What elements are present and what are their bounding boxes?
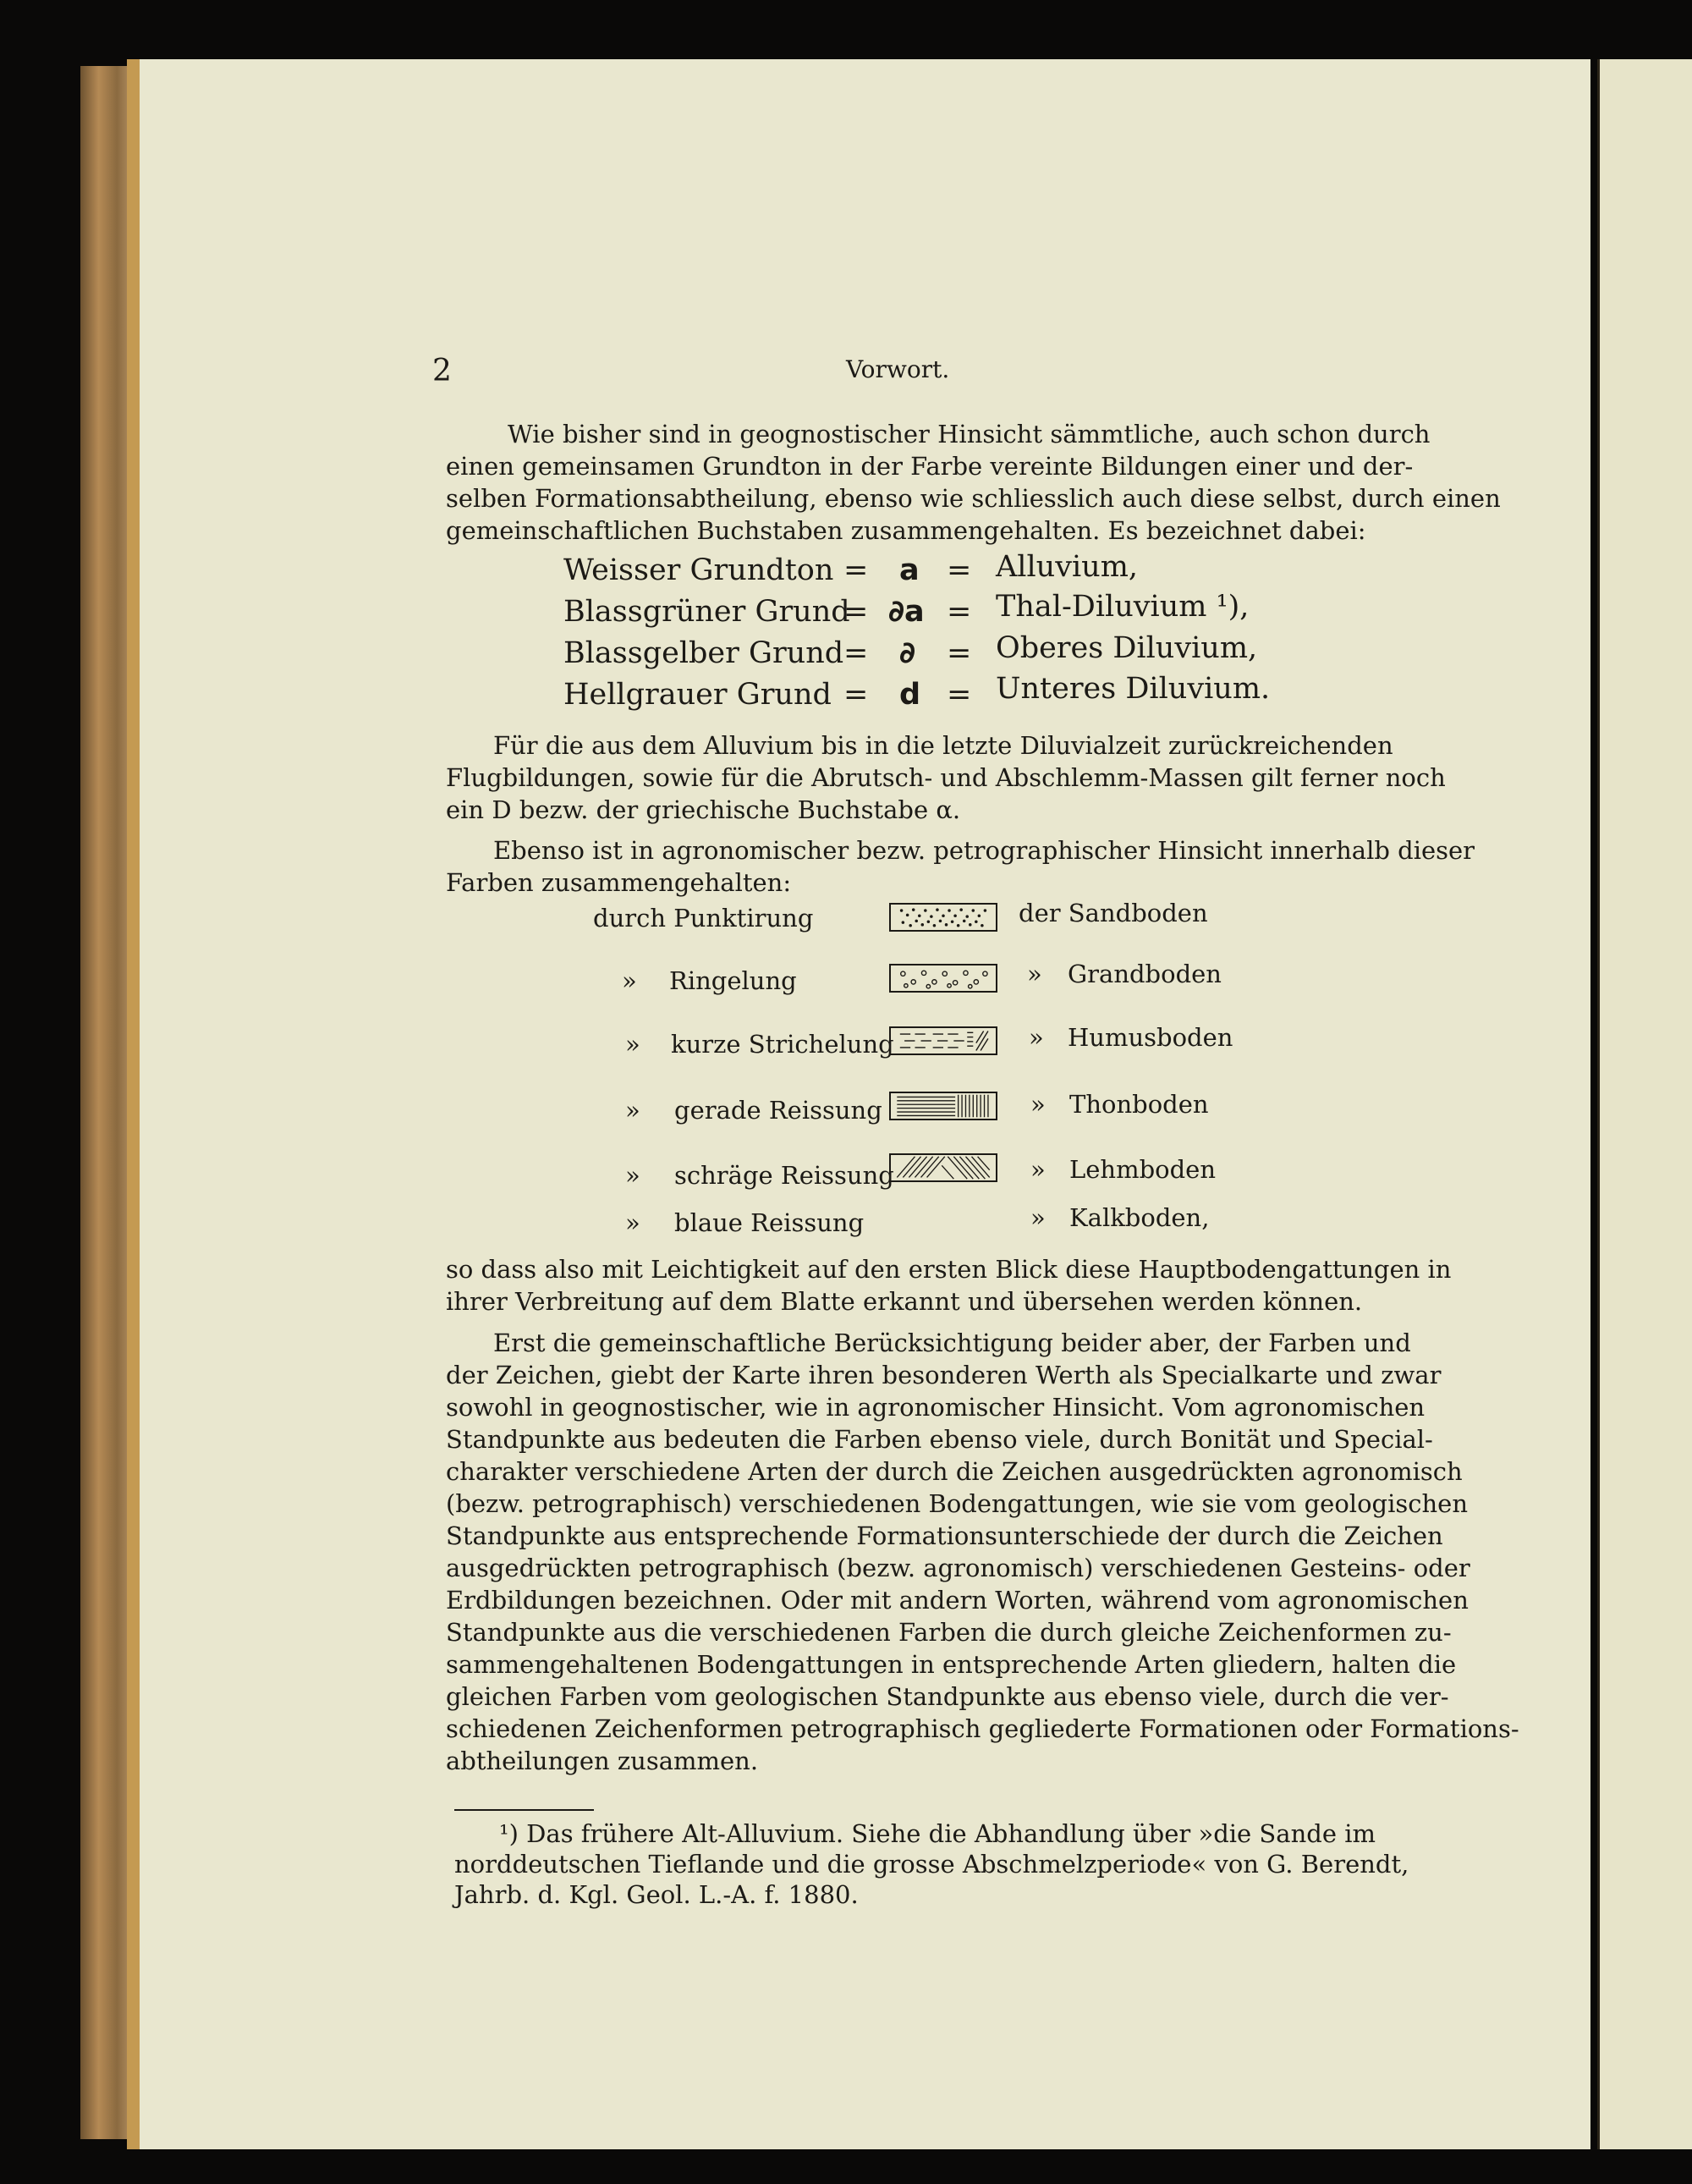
- legend-ditto-mark: »: [1030, 1203, 1046, 1232]
- page-header-title: Vorwort.: [846, 355, 950, 383]
- legend-ditto-mark: »: [622, 966, 637, 995]
- ground-name: Weisser Grundton: [563, 553, 834, 587]
- legend-ditto-mark: »: [1030, 1155, 1046, 1184]
- para5-line: charakter verschiedene Arten der durch die Zeichen ausgedrückten agronomisch: [446, 1457, 1463, 1486]
- para2-line: Für die aus dem Alluvium bis in die letzte Diluvialzeit zurückreichenden: [493, 731, 1393, 760]
- para5-line: sammengehaltenen Bodengattungen in entsprechende Arten gliedern, halten die: [446, 1650, 1457, 1679]
- equals-sign: =: [947, 553, 972, 587]
- equals-sign: =: [947, 595, 972, 629]
- legend-method: Ringelung: [669, 966, 797, 995]
- para5-line: Erst die gemeinschaftliche Berücksichtigung beider aber, der Farben und: [493, 1329, 1411, 1357]
- legend-soil: Thonboden: [1069, 1090, 1209, 1119]
- legend-ditto-mark: »: [1030, 1090, 1046, 1119]
- para2-line: ein D bezw. der griechische Buchstabe α.: [446, 795, 961, 824]
- footnote-rule: [454, 1809, 594, 1811]
- para5-line: (bezw. petrographisch) verschiedenen Bodengattungen, wie sie vom geologischen: [446, 1489, 1469, 1518]
- ground-name: Hellgrauer Grund: [563, 678, 832, 712]
- legend-soil: Kalkboden,: [1069, 1203, 1210, 1232]
- formation-name: Unteres Diluvium.: [996, 672, 1271, 706]
- para5-line: sowohl in geognostischer, wie in agronomischer Hinsicht. Vom agronomischen: [446, 1393, 1426, 1422]
- ground-name: Blassgrüner Grund: [563, 595, 850, 629]
- para5-line: gleichen Farben vom geologischen Standpunkte aus ebenso viele, durch die ver-: [446, 1682, 1449, 1711]
- para5-line: schiedenen Zeichenformen petrographisch gegliederte Formationen oder Formations-: [446, 1714, 1519, 1743]
- humus-pattern-swatch: [889, 1026, 997, 1055]
- facing-page: [1597, 59, 1692, 2149]
- para5-line: ausgedrückten petrographisch (bezw. agronomisch) verschiedenen Gesteins- oder: [446, 1554, 1470, 1582]
- footnote-line: norddeutschen Tieflande und die grosse Abschmelzperiode« von G. Berendt,: [454, 1850, 1409, 1879]
- formation-name: Oberes Diluvium,: [996, 631, 1258, 665]
- page-number: 2: [432, 354, 452, 388]
- footnote-line: ¹) Das frühere Alt-Alluvium. Siehe die Abhandlung über »die Sande im: [499, 1819, 1376, 1848]
- equals-sign: =: [843, 595, 869, 629]
- legend-soil: Grandboden: [1068, 960, 1222, 988]
- equals-sign: =: [843, 678, 869, 712]
- para1-line: einen gemeinsamen Grundton in der Farbe vereinte Bildungen einer und der-: [446, 452, 1414, 481]
- legend-ditto-mark: »: [625, 1096, 640, 1125]
- legend-ditto-mark: »: [625, 1161, 640, 1190]
- legend-ditto-mark: »: [625, 1208, 640, 1237]
- legend-method: schräge Reissung: [674, 1161, 894, 1190]
- ground-name: Blassgelber Grund: [563, 636, 844, 670]
- para1-line: selben Formationsabtheilung, ebenso wie schliesslich auch diese selbst, durch einen: [446, 484, 1501, 513]
- symbol: d: [899, 678, 921, 712]
- legend-method: kurze Strichelung: [671, 1030, 894, 1059]
- legend-ditto-mark: »: [1029, 1023, 1044, 1052]
- para1-line: gemeinschaftlichen Buchstaben zusammengehalten. Es bezeichnet dabei:: [446, 516, 1366, 545]
- para4-line: so dass also mit Leichtigkeit auf den ersten Blick diese Hauptbodengattungen in: [446, 1255, 1452, 1284]
- para5-line: Standpunkte aus bedeuten die Farben ebenso viele, durch Bonität und Special-: [446, 1425, 1433, 1454]
- gravel-pattern-swatch: [889, 964, 997, 993]
- equals-sign: =: [947, 636, 972, 670]
- sand-pattern-swatch: [889, 903, 997, 932]
- equals-sign: =: [843, 553, 869, 587]
- para2-line: Flugbildungen, sowie für die Abrutsch- und Abschlemm-Massen gilt ferner noch: [446, 763, 1446, 792]
- para3-line: Farben zusammengehalten:: [446, 868, 792, 897]
- para3-line: Ebenso ist in agronomischer bezw. petrographischer Hinsicht innerhalb dieser: [493, 836, 1475, 865]
- para5-line: Erdbildungen bezeichnen. Oder mit andern Worten, während vom agronomischen: [446, 1586, 1469, 1615]
- legend-ditto-mark: »: [1027, 960, 1042, 988]
- para4-line: ihrer Verbreitung auf dem Blatte erkannt und übersehen werden können.: [446, 1287, 1363, 1316]
- equals-sign: =: [947, 678, 972, 712]
- formation-name: Thal-Diluvium ¹),: [996, 590, 1250, 624]
- legend-method: gerade Reissung: [674, 1096, 882, 1125]
- para5-line: Standpunkte aus entsprechende Formationsunterschiede der durch die Zeichen: [446, 1521, 1443, 1550]
- para1-line: Wie bisher sind in geognostischer Hinsicht sämmtliche, auch schon durch: [508, 420, 1431, 448]
- para5-line: Standpunkte aus die verschiedenen Farben die durch gleiche Zeichenformen zu-: [446, 1618, 1452, 1647]
- legend-ditto-mark: »: [625, 1030, 640, 1059]
- legend-soil: Lehmboden: [1069, 1155, 1217, 1184]
- loam-pattern-swatch: [889, 1153, 997, 1182]
- para5-line: der Zeichen, giebt der Karte ihren besonderen Werth als Specialkarte und zwar: [446, 1361, 1442, 1389]
- legend-method: blaue Reissung: [674, 1208, 865, 1237]
- legend-soil: der Sandboden: [1019, 899, 1208, 927]
- footnote-line: Jahrb. d. Kgl. Geol. L.-A. f. 1880.: [454, 1880, 859, 1909]
- para5-line: abtheilungen zusammen.: [446, 1747, 759, 1775]
- formation-name: Alluvium,: [996, 550, 1139, 584]
- clay-pattern-swatch: [889, 1092, 997, 1120]
- equals-sign: =: [843, 636, 869, 670]
- symbol: ∂a: [888, 595, 925, 629]
- symbol: a: [899, 553, 920, 587]
- symbol: ∂: [899, 636, 916, 670]
- legend-soil: Humusboden: [1068, 1023, 1233, 1052]
- legend-method: durch Punktirung: [593, 904, 814, 932]
